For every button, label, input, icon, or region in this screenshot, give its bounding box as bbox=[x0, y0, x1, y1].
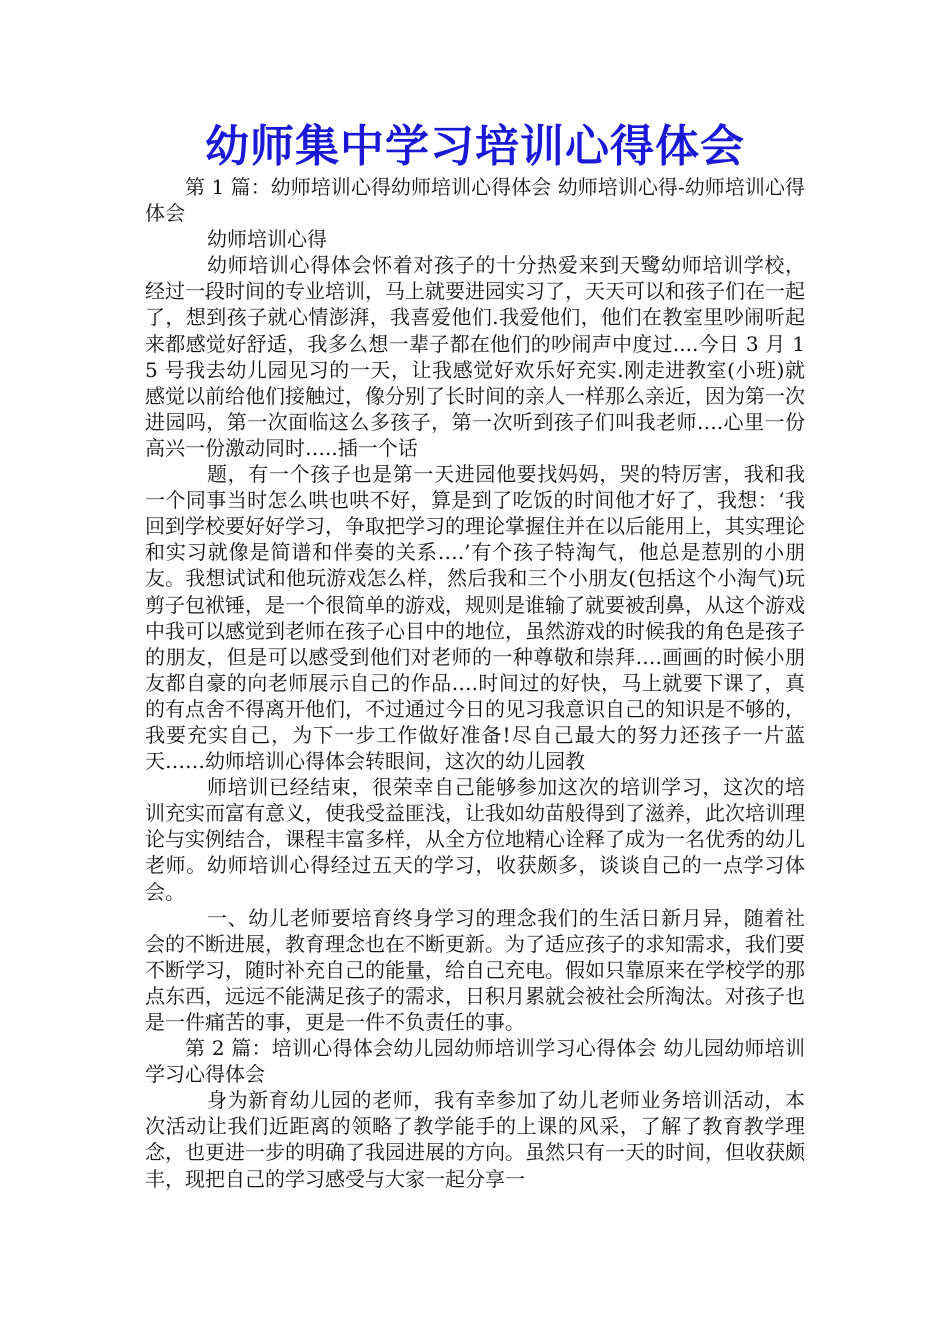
paragraph: 幼师培训心得 bbox=[207, 227, 327, 252]
document-body bbox=[145, 174, 805, 1192]
paragraph: 第 1 篇：幼师培训心得幼师培训心得体会 幼师培训心得-幼师培训心得体会 bbox=[145, 175, 805, 226]
paragraph: 一、幼儿老师要培育终身学习的理念我们的生活日新月异，随着社会的不断进展，教育理念也在不断更新。为了适应孩子的求知需求，我们要不断学习，随时补充自己的能量，给自己充电。假如只靠原来在学校学的那点东西，远远不能满足孩子的需求，日积月累就会被社会所淘汰。对孩子也是一件痛苦的事，更是一件不负责任的事。 bbox=[145, 905, 805, 1034]
paragraph: 幼师培训心得体会怀着对孩子的十分热爱来到天鹭幼师培训学校，经过一段时间的专业培训，马上就要进园实习了，天天可以和孩子们在一起了，想到孩子就心情澎湃，我喜爱他们.我爱他们，他们在教室里吵闹听起来都感觉好舒适，我多么想一辈子都在他们的吵闹声中度过....今日 3 月 15 号我去幼儿园见习的一天，让我感觉好欢乐好充实.刚走进教室(小班)就感觉以前给他们接触过，像分别了长时间的亲人一样那么亲近，因为第一次进园吗，第一次面临这么多孩子，第一次听到孩子们叫我老师….心里一份高兴一份激动同时…..插一个话 bbox=[145, 253, 805, 460]
paragraph: 身为新育幼儿园的老师，我有幸参加了幼儿老师业务培训活动，本次活动让我们近距离的领略了教学能手的上课的风采，了解了教育教学理念，也更进一步的明确了我园进展的方向。虽然只有一天的时间，但收获颇丰，现把自己的学习感受与大家一起分享一 bbox=[145, 1088, 805, 1191]
document-title: 幼师集中学习培训心得体会 bbox=[205, 121, 745, 172]
paragraph: 师培训已经结束，很荣幸自己能够参加这次的培训学习，这次的培训充实而富有意义，使我受益匪浅，让我如幼苗般得到了滋养，此次培训理论与实例结合，课程丰富多样，从全方位地精心诠释了成为一名优秀的幼儿老师。幼师培训心得经过五天的学习，收获颇多，谈谈自己的一点学习体会。 bbox=[145, 775, 805, 904]
paragraph: 题，有一个孩子也是第一天进园他要找妈妈，哭的特厉害，我和我一个同事当时怎么哄也哄不好，算是到了吃饭的时间他才好了，我想：‘我回到学校要好好学习，争取把学习的理论掌握住并在以后能用上，其实理论和实习就像是简谱和伴奏的关系….’有个孩子特淘气，他总是惹别的小朋友。我想试试和他玩游戏怎么样，然后我和三个小朋友(包括这个小淘气)玩剪子包袱锤，是一个很简单的游戏，规则是谁输了就要被刮鼻，从这个游戏中我可以感觉到老师在孩子心目中的地位，虽然游戏的时候我的角色是孩子的朋友，但是可以感受到他们对老师的一种尊敬和崇拜….画画的时候小朋友都自豪的向老师展示自己的作品….时间过的好快，马上就要下课了，真的有点舍不得离开他们，不过通过今日的见习我意识自己的知识是不够的，我要充实自己，为下一步工作做好准备!尽自己最大的努力还孩子一片蓝天……幼师培训心得体会转眼间，这次的幼儿园教 bbox=[145, 462, 805, 774]
paragraph: 第 2 篇：培训心得体会幼儿园幼师培训学习心得体会 幼儿园幼师培训学习心得体会 bbox=[145, 1036, 805, 1087]
